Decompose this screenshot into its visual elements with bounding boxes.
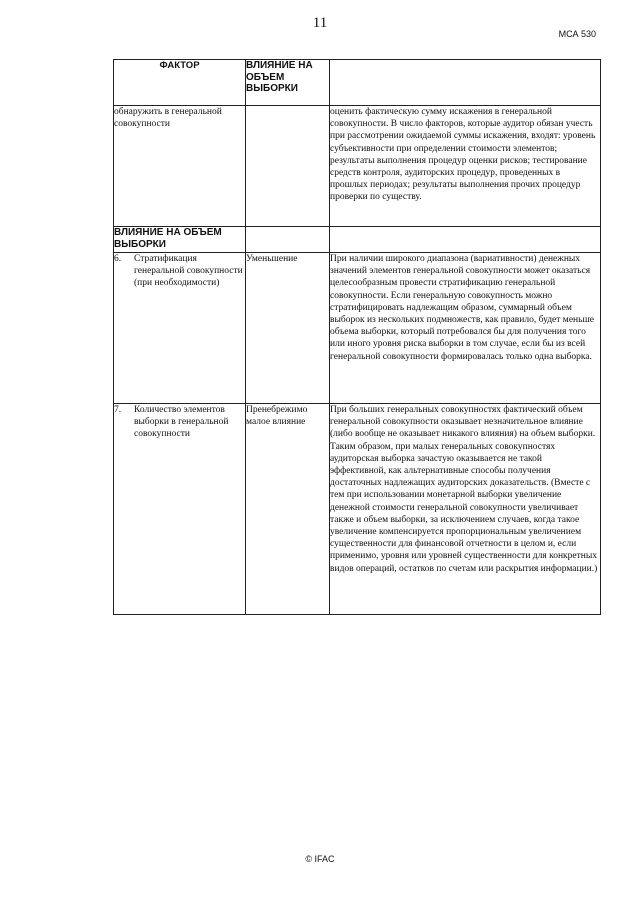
cell-factor xyxy=(114,253,246,404)
factor-number: 7. xyxy=(114,405,122,415)
section-title-row xyxy=(114,227,601,253)
document-code: МСА 530 xyxy=(558,29,596,39)
table-row xyxy=(114,253,601,404)
factor-number: 6. xyxy=(114,254,122,264)
cell-effect: Уменьшение xyxy=(246,253,330,404)
factor-label: Количество элементов выборки в генеральной совокупности xyxy=(134,405,229,440)
column-header-factor: ФАКТОР xyxy=(114,60,246,106)
table-row-continued xyxy=(114,106,601,227)
page-number: 11 xyxy=(312,15,328,31)
column-header-effect: ВЛИЯНИЕ НА ОБЪЕМ ВЫБОРКИ xyxy=(246,60,330,106)
section-title: ВЛИЯНИЕ НА ОБЪЕМ ВЫБОРКИ xyxy=(114,227,246,253)
cell-explanation: При наличии широкого диапазона (вариативности) денежных значений элементов генеральной совокупности может оказаться целесообразным провести стратификацию генеральной совокупности. Если генеральную совокупность можно стратифицировать надлежащим образом, суммарный объем выборок из нескольких подмножеств, как правило, будет меньше объема выборки, который потребовался бы для получения того или иного уровня риска выборки в том случае, если бы из всей генеральной совокупности формировалась только одна выборка. xyxy=(330,253,601,404)
column-header-explanation xyxy=(330,60,601,106)
cell-empty xyxy=(330,227,601,253)
factors-table xyxy=(113,59,601,615)
factor-label: Стратификация генеральной совокупности (при необходимости) xyxy=(134,254,243,289)
cell-factor xyxy=(114,404,246,615)
cell-effect xyxy=(246,106,330,227)
cell-factor: обнаружить в генеральной совокупности xyxy=(114,106,246,227)
table-row xyxy=(114,404,601,615)
table-header-row xyxy=(114,60,601,106)
cell-empty xyxy=(246,227,330,253)
cell-explanation: При больших генеральных совокупностях фактический объем генеральной совокупности оказывает незначительное влияние (либо вообще не оказывает никакого влияния) на объем выборки. Таким образом, при малых генеральных совокупностях аудиторская выборка зачастую оказывается не такой эффективной, как альтернативные способы получения достаточных надлежащих аудиторских доказательств. (Вместе с тем при использовании монетарной выборки увеличение денежной стоимости генеральной совокупности увеличивает также и объем выборки, за исключением случаев, когда такое увеличение компенсируется пропорциональным увеличением существенности для финансовой отчетности в целом и, если применимо, уровня или уровней существенности для конкретных видов операций, остатков по счетам или раскрытия информации.) xyxy=(330,404,601,615)
cell-effect: Пренебрежимо малое влияние xyxy=(246,404,330,615)
copyright-footer: © IFAC xyxy=(305,854,335,864)
cell-explanation: оценить фактическую сумму искажения в генеральной совокупности. В число факторов, которые аудитор обязан учесть при рассмотрении ожидаемой суммы искажения, входят: уровень субъективности при определении стоимости элементов; результаты выполнения процедур оценки рисков; тестирование средств контроля, аудиторских процедур, проведенных в прошлых периодах; результаты выполнения прочих процедур проверки по существу. xyxy=(330,106,601,227)
